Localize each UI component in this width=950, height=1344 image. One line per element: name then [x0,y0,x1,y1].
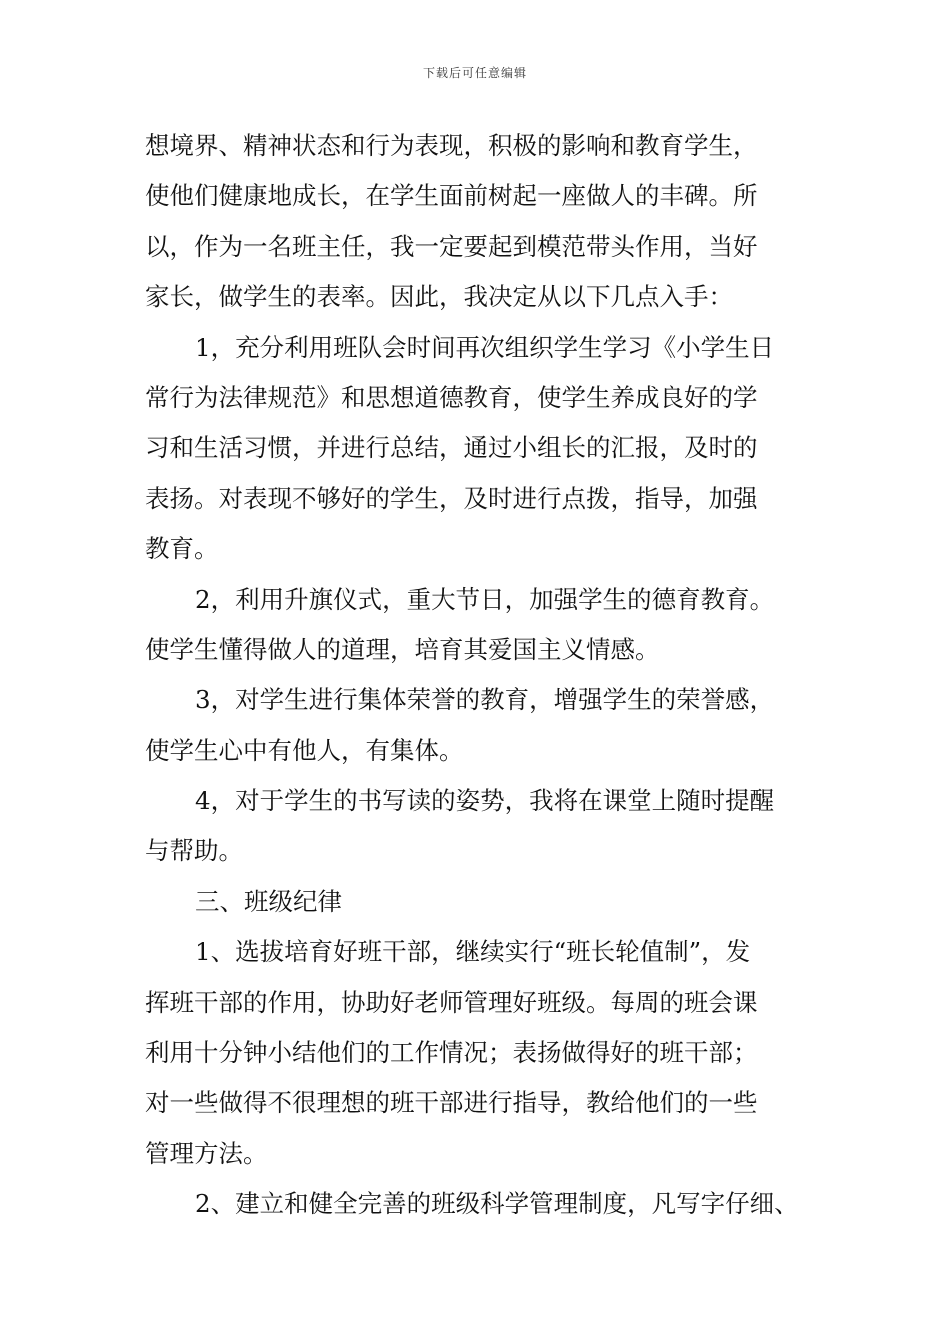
text-line: 以，作为一名班主任，我一定要起到模范带头作用，当好 [145,231,758,261]
text-line: 挥班干部的作用，协助好老师管理好班级。每周的班会课 [145,987,758,1017]
text-line: 使他们健康地成长，在学生面前树起一座做人的丰碑。所 [145,181,758,211]
text-line: 1，充分利用班队会时间再次组织学生学习《小学生日 [195,332,775,362]
text-line: 表扬。对表现不够好的学生，及时进行点拨，指导，加强 [145,483,758,513]
text-line: 习和生活习惯，并进行总结，通过小组长的汇报，及时的 [145,433,758,463]
text-line: 与帮助。 [145,836,243,866]
text-line: 利用十分钟小结他们的工作情况；表扬做得好的班干部； [145,1038,758,1068]
text-line: 管理方法。 [145,1138,268,1168]
text-line: 1、选拔培育好班干部，继续实行“班长轮值制”，发 [195,937,751,967]
document-body [145,121,825,1230]
text-line: 对一些做得不很理想的班干部进行指导，教给他们的一些 [145,1088,758,1118]
text-line: 2，利用升旗仪式，重大节日，加强学生的德育教育。 [195,584,775,614]
text-line: 2、建立和健全完善的班级科学管理制度，凡写字仔细、 [195,1189,799,1219]
text-line: 教育。 [145,534,219,564]
text-line: 想境界、精神状态和行为表现，积极的影响和教育学生， [145,131,758,160]
text-line: 使学生心中有他人，有集体。 [145,735,464,765]
text-line: 4，对于学生的书写读的姿势，我将在课堂上随时提醒 [195,786,775,816]
text-line: 3，对学生进行集体荣誉的教育，增强学生的荣誉感， [195,685,775,715]
text-line: 常行为法律规范》和思想道德教育，使学生养成良好的学 [145,382,758,412]
text-line: 使学生懂得做人的道理，培育其爱国主义情感。 [145,634,660,664]
text-line: 三、班级纪律 [195,886,342,916]
text-line: 家长，做学生的表率。因此，我决定从以下几点入手： [145,282,733,312]
header-note: 下载后可任意编辑 [422,66,527,80]
